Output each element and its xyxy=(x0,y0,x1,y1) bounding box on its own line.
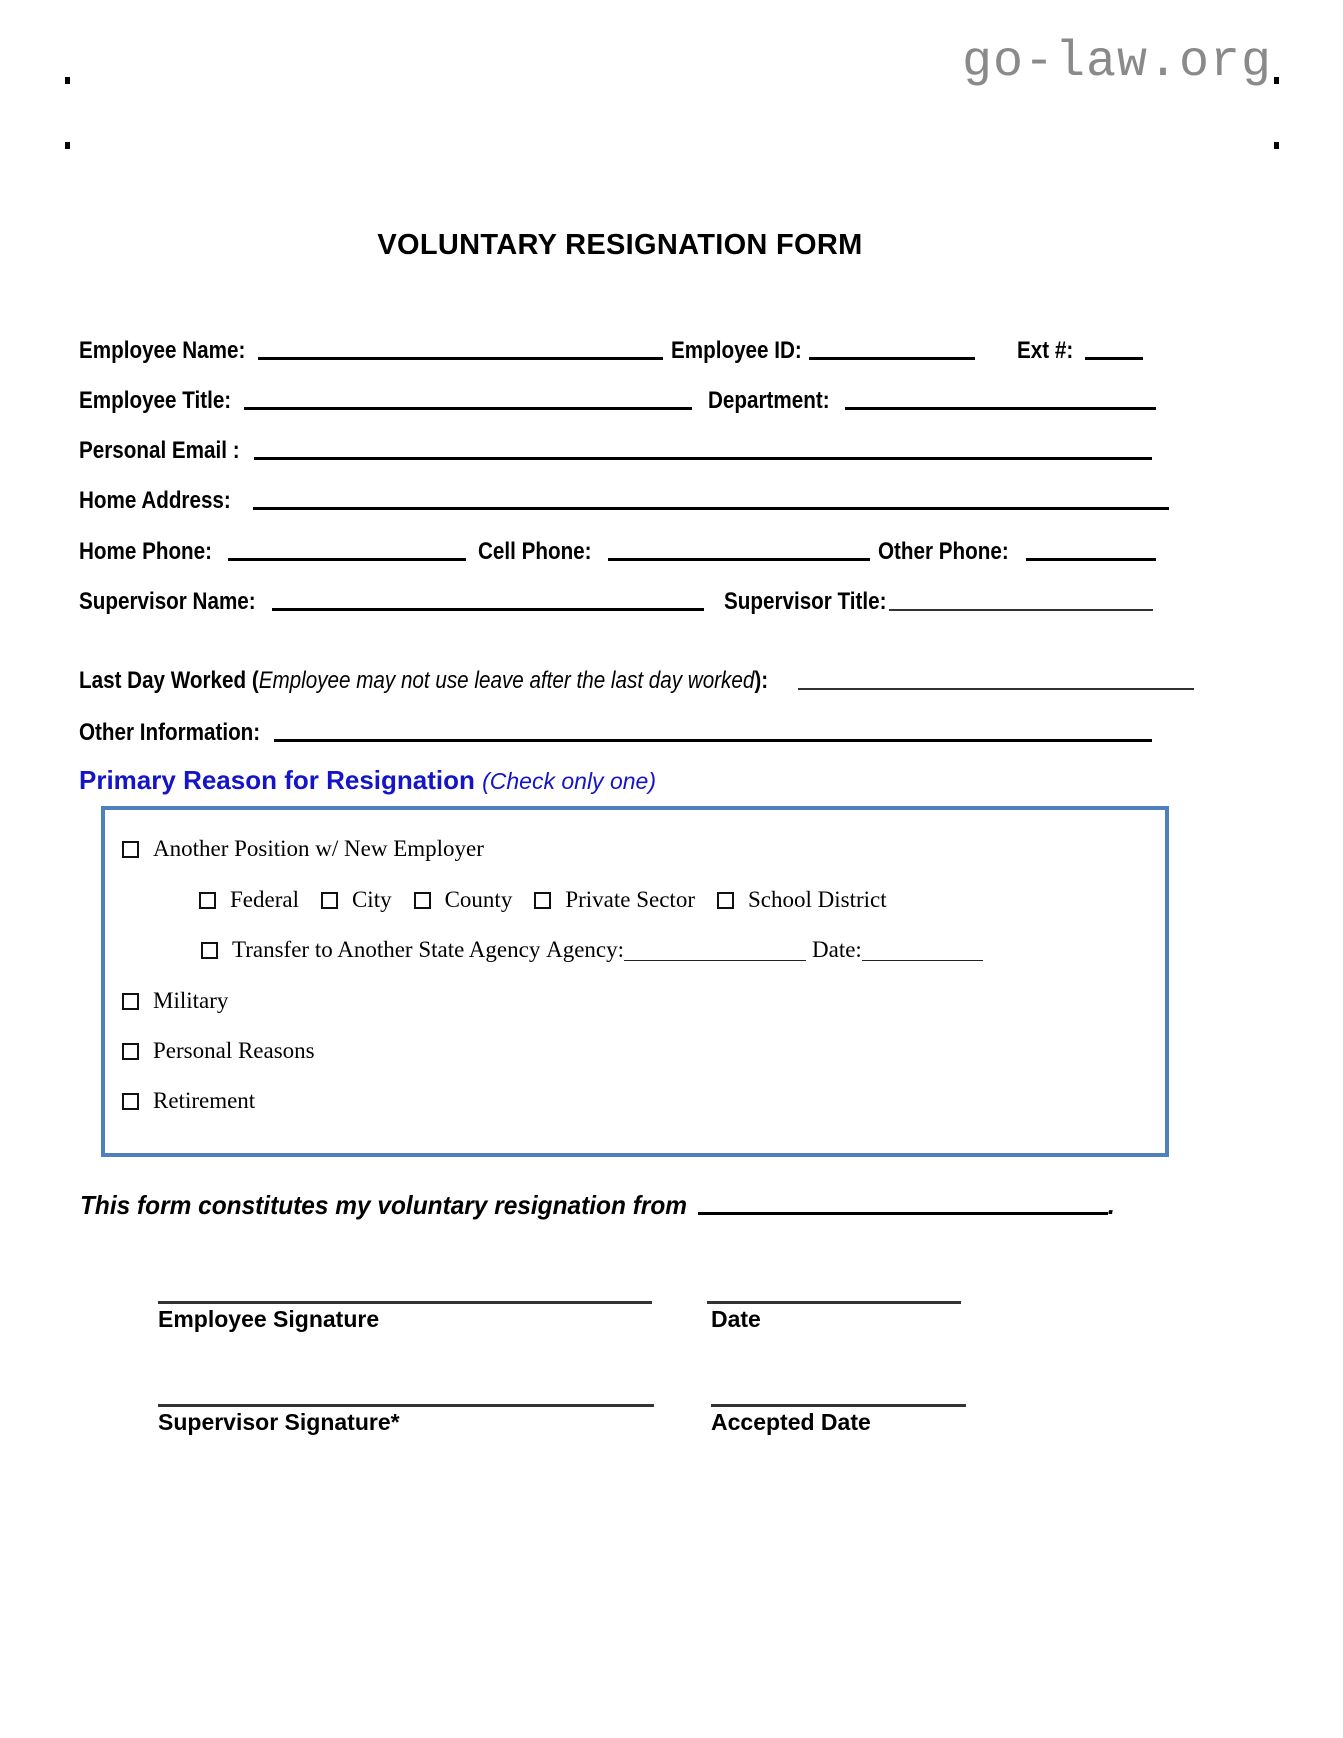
personal-email-field[interactable] xyxy=(254,457,1152,460)
supervisor-signature-label: Supervisor Signature* xyxy=(158,1409,400,1435)
row-employee-name xyxy=(79,334,1143,364)
checkbox-retirement[interactable] xyxy=(122,1093,139,1110)
other-information-label: Other Information: xyxy=(79,719,261,746)
personal-email-label: Personal Email : xyxy=(79,437,240,464)
employee-date-label: Date xyxy=(711,1306,761,1332)
cell-phone-field[interactable] xyxy=(608,558,870,561)
department-label: Department: xyxy=(707,387,830,414)
checkbox-another-position[interactable] xyxy=(122,841,139,858)
checkbox-school-district[interactable] xyxy=(717,892,734,909)
supervisor-signature-line[interactable] xyxy=(158,1404,654,1407)
ext-label: Ext #: xyxy=(1017,337,1074,364)
last-day-note: Employee may not use leave after the last day worked xyxy=(258,667,755,694)
row-phones xyxy=(79,535,1156,565)
home-address-label: Home Address: xyxy=(79,487,231,514)
accepted-date-line[interactable] xyxy=(711,1404,966,1407)
option-another-position[interactable]: Another Position w/ New Employer xyxy=(122,836,484,862)
resignation-statement: This form constitutes my voluntary resignation from . xyxy=(80,1190,1115,1220)
last-day-worked-field[interactable] xyxy=(798,688,1194,690)
option-military[interactable]: Military xyxy=(122,988,228,1014)
option-retirement[interactable]: Retirement xyxy=(122,1088,255,1114)
resignation-from-field[interactable] xyxy=(698,1212,1108,1215)
row-home-address xyxy=(79,484,1169,514)
transfer-agency-field[interactable] xyxy=(624,960,806,961)
employee-title-label: Employee Title: xyxy=(79,387,232,414)
supervisor-name-field[interactable] xyxy=(272,608,704,611)
employee-id-field[interactable] xyxy=(809,357,975,360)
reason-heading: Primary Reason for Resignation (Check only one) xyxy=(79,765,656,795)
checkbox-military[interactable] xyxy=(122,993,139,1010)
option-federal[interactable]: Federal xyxy=(199,887,299,913)
row-supervisor xyxy=(79,585,1153,615)
other-phone-label: Other Phone: xyxy=(877,538,1009,565)
corner-mark-top-left-lower xyxy=(65,142,70,149)
watermark: go-law.org xyxy=(962,34,1273,91)
last-day-worked-label: Last Day Worked (Employee may not use leave after the last day worked): xyxy=(79,667,769,694)
supervisor-name-label: Supervisor Name: xyxy=(79,588,256,615)
supervisor-title-field[interactable] xyxy=(889,609,1153,611)
reason-heading-note: (Check only one) xyxy=(482,768,656,794)
option-county[interactable]: County xyxy=(414,887,513,913)
other-phone-field[interactable] xyxy=(1026,558,1156,561)
home-address-field[interactable] xyxy=(253,507,1169,510)
employee-signature-label: Employee Signature xyxy=(158,1306,380,1332)
sub-options-row xyxy=(199,887,909,913)
supervisor-title-label: Supervisor Title: xyxy=(724,588,887,615)
page-title: VOLUNTARY RESIGNATION FORM xyxy=(377,229,863,261)
accepted-date-label: Accepted Date xyxy=(711,1409,871,1435)
row-last-day-worked xyxy=(79,664,1194,694)
option-personal-reasons[interactable]: Personal Reasons xyxy=(122,1038,315,1064)
employee-name-field[interactable] xyxy=(258,357,663,360)
checkbox-transfer[interactable] xyxy=(201,942,218,959)
option-school-district[interactable]: School District xyxy=(717,887,887,913)
option-transfer[interactable]: Transfer to Another State Agency Agency: Date: xyxy=(201,937,983,963)
employee-id-label: Employee ID: xyxy=(671,337,803,364)
option-city[interactable]: City xyxy=(321,887,392,913)
corner-mark-top-left xyxy=(65,77,70,84)
employee-signature-line[interactable] xyxy=(158,1301,652,1304)
checkbox-personal-reasons[interactable] xyxy=(122,1043,139,1060)
employee-date-line[interactable] xyxy=(707,1301,961,1304)
row-other-information xyxy=(79,716,1152,746)
transfer-date-field[interactable] xyxy=(862,960,983,961)
checkbox-private-sector[interactable] xyxy=(534,892,551,909)
employee-title-field[interactable] xyxy=(244,407,692,410)
row-employee-title xyxy=(79,384,1156,414)
corner-mark-top-right xyxy=(1274,77,1279,84)
other-information-field[interactable] xyxy=(274,739,1152,742)
checkbox-federal[interactable] xyxy=(199,892,216,909)
employee-name-label: Employee Name: xyxy=(79,337,246,364)
department-field[interactable] xyxy=(845,407,1156,410)
option-private-sector[interactable]: Private Sector xyxy=(534,887,695,913)
home-phone-label: Home Phone: xyxy=(79,538,213,565)
ext-field[interactable] xyxy=(1085,357,1143,360)
checkbox-county[interactable] xyxy=(414,892,431,909)
row-personal-email xyxy=(79,434,1152,464)
cell-phone-label: Cell Phone: xyxy=(477,538,592,565)
corner-mark-top-right-lower xyxy=(1274,142,1279,149)
checkbox-city[interactable] xyxy=(321,892,338,909)
home-phone-field[interactable] xyxy=(228,558,466,561)
